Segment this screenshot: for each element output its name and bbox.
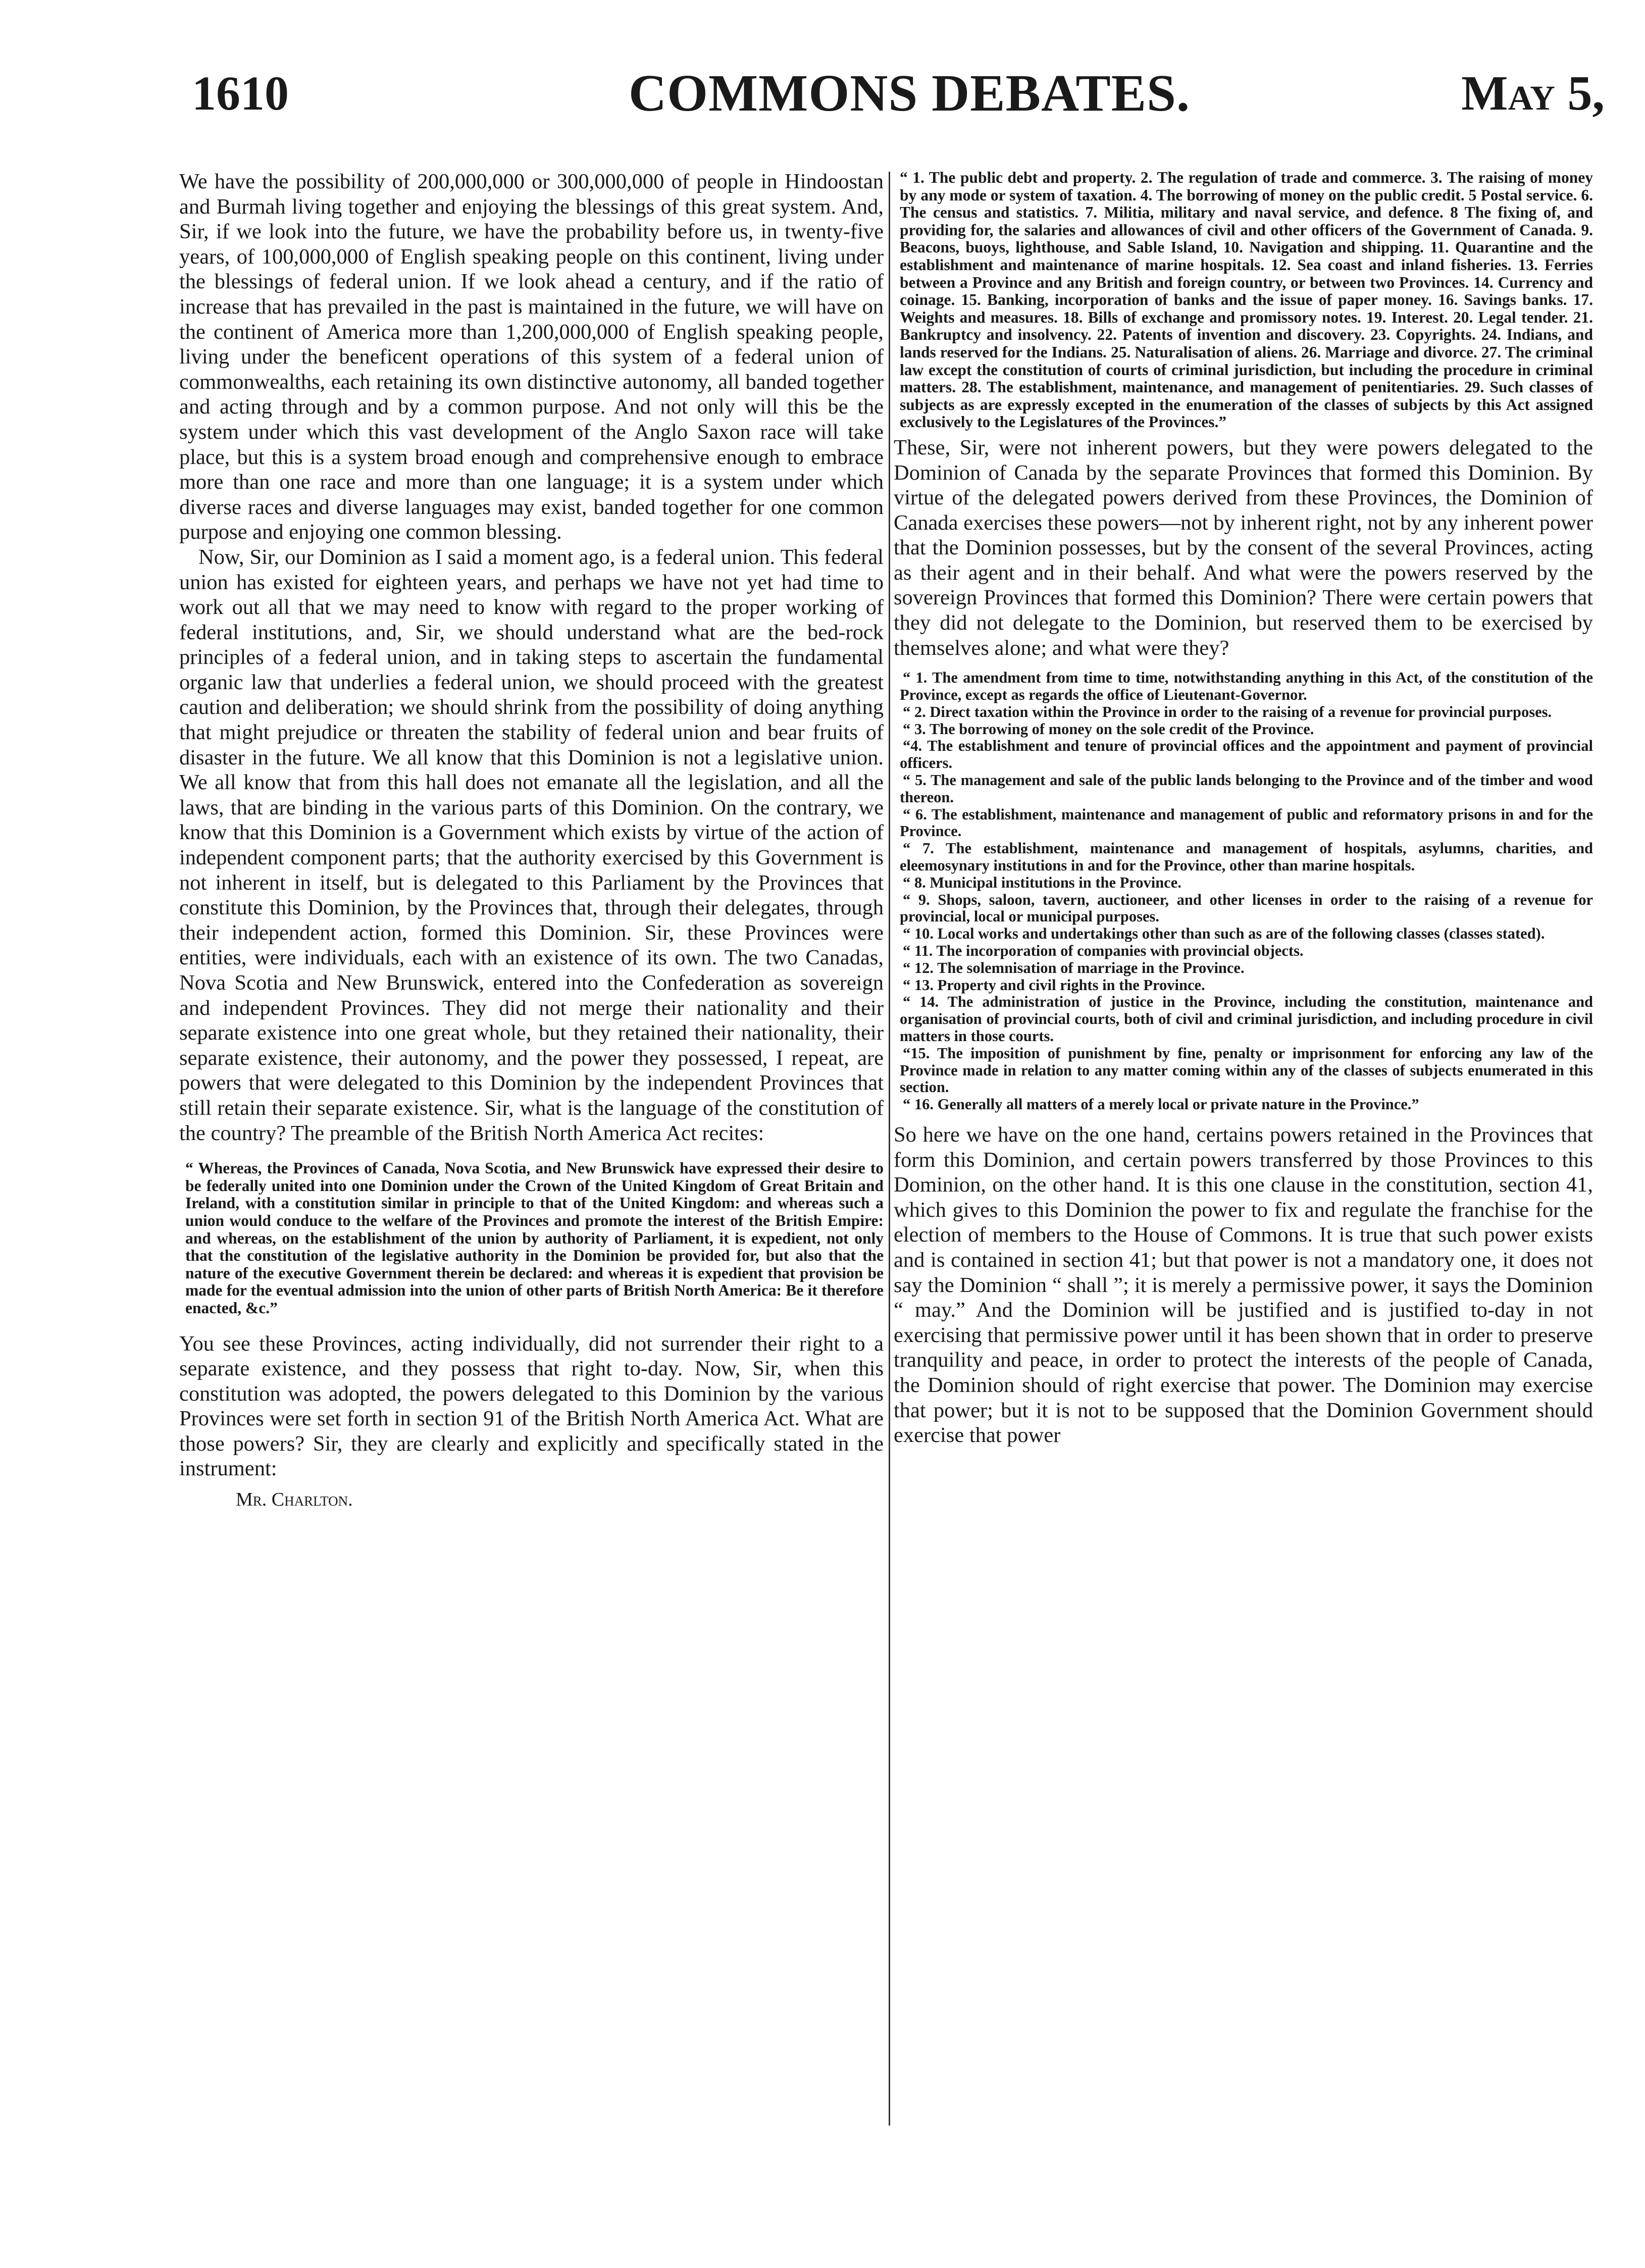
- paragraph-delegated-powers: These, Sir, were not inherent powers, but they were powers delegated to the Dominion of Canada by the separate Provinces that formed this Dominion. By virtue of the delegated powers derived from these Provinces, the Dominion of Canada exercises these powers—not by inherent right, not by any inherent power that the Dominion possesses, but by the consent of the several Provinces, acting as their agent and in their behalf. And what were the powers reserved by the sovereign Provinces that formed this Dominion? There were certain powers that they did not delegate to the Dominion, but reserved them to be exercised by themselves alone; and what were they?: [894, 435, 1593, 660]
- column-divider: [889, 172, 890, 2126]
- speaker-signature: Mr. Charlton.: [236, 1489, 353, 1511]
- list-item: “4. The establishment and tenure of provincial offices and the appointment and payment of provincial officers.: [900, 737, 1593, 772]
- paragraph-federal-union: Now, Sir, our Dominion as I said a moment ago, is a federal union. This federal union has existed for eighteen years, and perhaps we have not yet had time to work out all that we may need to know with regard to the proper working of federal institutions, and, Sir, we should understand what are the bed-rock principles of a federal union, and in taking steps to ascertain the fundamental organic law that underlies a federal union, we should proceed with the greatest caution and deliberation; we should shrink from the possibility of doing anything that might prejudice or threaten the stability of federal union and bear fruits of disaster in the future. We all know that this Dominion is not a legislative union. We all know that from this hall does not emanate all the legislation, and all the laws, that are binding in the various parts of this Dominion. On the contrary, we know that this Dominion is a Government which exists by virtue of the action of independent component parts; that the authority exercised by this Government is not inherent in itself, but is delegated to this Parliament by the Provinces that constitute this Dominion, by the Provinces that, through their delegates, through their independent action, formed this Dominion. Sir, these Provinces were entities, were individuals, each with an existence of its own. The two Canadas, Nova Scotia and New Brunswick, entered into the Confederation as sovereign and independent Provinces. They did not merge their nationality and their separate existence into one great whole, but they retained their nationality, their separate existence, their autonomy, and the power they possessed, I repeat, are powers that were delegated to this Dominion by the independent Provinces that still retain their separate existence. Sir, what is the language of the constitution of the country? The preamble of the British North America Act recites:: [179, 545, 884, 1145]
- list-item: “ 6. The establishment, maintenance and management of public and reformatory prisons in and for the Province.: [900, 805, 1593, 840]
- running-title: COMMONS DEBATES.: [629, 64, 1190, 122]
- list-item: “ 1. The amendment from time to time, notwithstanding anything in this Act, of the constitution of the Province, except as regards the office of Lieutenant-Governor.: [900, 669, 1593, 704]
- list-item: “ 2. Direct taxation within the Province in order to the raising of a revenue for provincial purposes.: [903, 703, 1552, 720]
- paragraph-section-91: You see these Provinces, acting individually, did not surrender their right to a separate existence, and they possess that right to-day. Now, Sir, when this constitution was adopted, the powers delegated to this Dominion by the various Provinces were set forth in section 91 of the British North America Act. What are those powers? Sir, they are clearly and explicitly and specifically stated in the instrument:: [179, 1331, 884, 1481]
- list-item: “ 3. The borrowing of money on the sole credit of the Province.: [903, 720, 1314, 738]
- list-item: “ 8. Municipal institutions in the Province.: [903, 873, 1181, 891]
- list-item: “ 16. Generally all matters of a merely local or private nature in the Province.”: [903, 1096, 1419, 1113]
- list-item: “ 13. Property and civil rights in the Province.: [903, 976, 1205, 994]
- list-item: “15. The imposition of punishment by fine, penalty or imprisonment for enforcing any law of the Province made in relation to any matter coming within any of the classes of subjects enumerated in this section.: [900, 1044, 1593, 1096]
- list-item: “ 7. The establishment, maintenance and management of hospitals, asylumns, charities, and eleemosynary institutions in and for the Province, other than marine hospitals.: [900, 840, 1593, 874]
- paragraph-possibility: We have the possibility of 200,000,000 or 300,000,000 of people in Hindoostan and Burmah living together and enjoying the blessings of this great system. And, Sir, if we look into the future, we have the probability before us, in twenty-five years, of 100,000,000 of English speaking people on this continent, living under the blessings of federal union. If we look ahead a century, and if the ratio of increase that has prevailed in the past is maintained in the future, we will have on the continent of America more than 1,200,000,000 of English speaking people, living under the beneficent operations of this system of a federal union of commonwealths, each retaining its own distinctive autonomy, all banded together and acting through and by a common purpose. And not only will this be the system under which this vast development of the Anglo Saxon race will take place, but this is a system broad enough and comprehensive enough to embrace more than one race and more than one language; it is a system under which diverse races and diverse languages may exist, banded together for one common purpose and enjoying one common blessing.: [179, 170, 884, 544]
- list-item: “ 10. Local works and undertakings other than such as are of the following classes (classes stated).: [903, 925, 1545, 943]
- list-item: “ 5. The management and sale of the public lands belonging to the Province and of the timber and wood thereon.: [900, 771, 1593, 806]
- section-92-list: [894, 669, 1593, 1113]
- left-column: [179, 169, 884, 1511]
- list-item: “ 11. The incorporation of companies with provincial objects.: [903, 942, 1304, 959]
- page-header: [0, 66, 1645, 131]
- preamble-quote: “ Whereas, the Provinces of Canada, Nova Scotia, and New Brunswick have expressed their desire to be federally united into one Dominion under the Crown of the United Kingdom of Great Britain and Ireland, with a constitution similar in principle to that of the United Kingdom: and whereas such a union would conduce to the welfare of the Provinces and promote the interest of the British Empire: and whereas, on the establishment of the union by authority of Parliament, it is expedient, not only that the constitution of the legislative authority in the Dominion be provided for, but also that the nature of the executive Government therein be declared: and whereas it is expedient that provision be made for the eventual admission into the union of other parts of British North America: Be it therefore enacted, &c.”: [185, 1159, 884, 1317]
- paragraph-section-41: So here we have on the one hand, certains powers retained in the Provinces that form this Dominion, and certain powers transferred by those Provinces to this Dominion, on the other hand. It is this one clause in the constitution, section 41, which gives to this Dominion the power to fix and regulate the franchise for the election of members to the House of Commons. It is true that such power exists and is contained in section 41; but that power is not a mandatory one, it does not say the Dominion “ shall ”; it is merely a permissive power, it says the Dominion “ may.” And the Dominion will be justified and is justified to-day in not exercising that permissive power until it has been shown that in order to preserve tranquility and peace, in order to protect the interests of the people of Canada, the Dominion should of right exercise that power. The Dominion may exercise that power; but it is not to be supposed that the Dominion Government should exercise that power: [894, 1122, 1593, 1448]
- running-date: May 5,: [1461, 66, 1605, 121]
- list-item: “ 9. Shops, saloon, tavern, auctioneer, and other licenses in order to the raising of a revenue for provincial, local or municipal purposes.: [900, 891, 1593, 925]
- page-number: 1610: [192, 66, 289, 120]
- section-91-list: “ 1. The public debt and property. 2. The regulation of trade and commerce. 3. The raising of money by any mode or system of taxation. 4. The borrowing of money on the public credit. 5 Postal service. 6. The census and statistics. 7. Militia, military and naval service, and defence. 8 The fixing of, and providing for, the salaries and allowances of civil and other officers of the Government of Canada. 9. Beacons, buoys, lighthouse, and Sable Island, 10. Navigation and shipping. 11. Quarantine and the establishment and maintenance of marine hospitals. 12. Sea coast and inland fisheries. 13. Ferries between a Province and any British and foreign country, or between two Provinces. 14. Currency and coinage. 15. Banking, incorporation of banks and the issue of paper money. 16. Savings banks. 17. Weights and measures. 18. Bills of exchange and promissory notes. 19. Interest. 20. Legal tender. 21. Bankruptcy and insolvency. 22. Patents of invention and discovery. 23. Copyrights. 24. Indians, and lands reserved for the Indians. 25. Naturalisation of aliens. 26. Marriage and divorce. 27. The criminal law except the constitution of courts of criminal jurisdiction, but including the procedure in criminal matters. 28. The establishment, maintenance, and management of penitentiaries. 29. Such classes of subjects as are expressly excepted in the enumeration of the classes of subjects by this Act assigned exclusively to the Legislatures of the Provinces.”: [900, 169, 1593, 431]
- list-item: “ 12. The solemnisation of marriage in the Province.: [903, 959, 1245, 976]
- right-column: [894, 169, 1593, 1448]
- list-item: “ 14. The administration of justice in the Province, including the constitution, maintenance and organisation of provincial courts, both of civil and criminal jurisdiction, and including procedure in civil matters in those courts.: [900, 993, 1593, 1045]
